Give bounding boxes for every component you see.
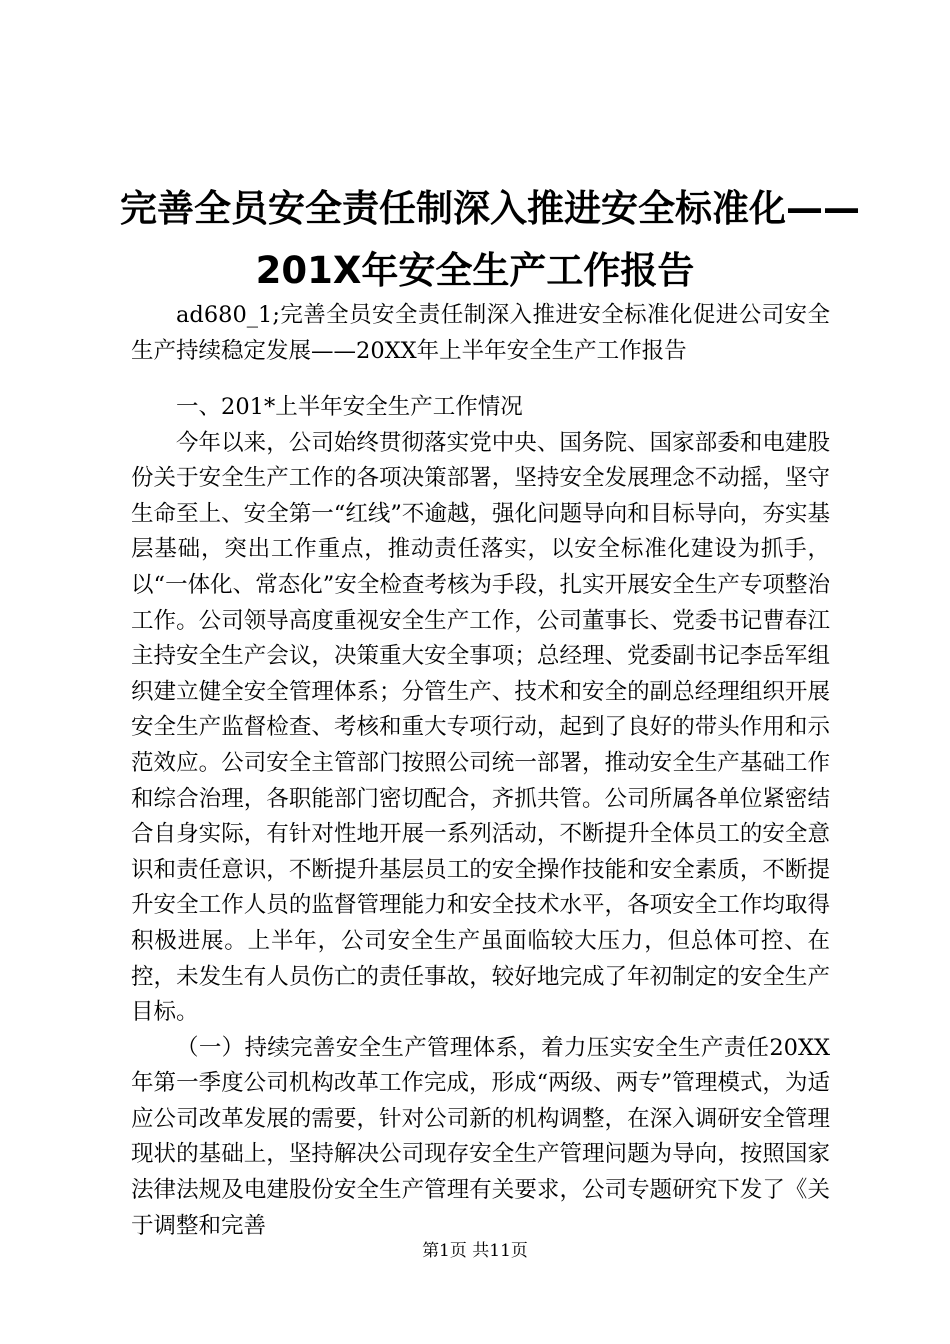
body-paragraph-2: （一）持续完善安全生产管理体系，着力压实安全生产责任20XX年第一季度公司机构改革工作完成，形成“两级、两专”管理模式，为适应公司改革发展的需要，针对公司新的机构调整，在深入调研安全管理现状的基础上，坚持解决公司现存安全生产管理问题为导向，按照国家法律法规及电建股份安全生产管理有关要求，公司专题研究下发了《关于调整和完善 [131, 1034, 830, 1239]
intro-block [131, 298, 830, 369]
section-heading: 一、201*上半年安全生产工作情况 [176, 394, 523, 420]
body-paragraph-1: 今年以来，公司始终贯彻落实党中央、国务院、国家部委和电建股份关于安全生产工作的各项决策部署，坚持安全发展理念不动摇，坚守生命至上、安全第一“红线”不逾越，强化问题导向和目标导向，夯实基层基础，突出工作重点，推动责任落实，以安全标准化建设为抓手，以“一体化、常态化”安全检查考核为手段，扎实开展安全生产专项整治工作。公司领导高度重视安全生产工作，公司董事长、党委书记曹春江主持安全生产会议，决策重大安全事项；总经理、党委副书记李岳军组织建立健全安全管理体系；分管生产、技术和安全的副总经理组织开展安全生产监督检查、考核和重大专项行动，起到了良好的带头作用和示范效应。公司安全主管部门按照公司统一部署，推动安全生产基础工作和综合治理，各职能部门密切配合，齐抓共管。公司所属各单位紧密结合自身实际，有针对性地开展一系列活动，不断提升全体员工的安全意识和责任意识，不断提升基层员工的安全操作技能和安全素质，不断提升安全工作人员的监督管理能力和安全技术水平，各项安全工作均取得积极进展。上半年，公司安全生产虽面临较大压力，但总体可控、在控，未发生有人员伤亡的责任事故，较好地完成了年初制定的安全生产目标。 [131, 429, 830, 1026]
document-title-line-1: 完善全员安全责任制深入推进安全标准化—— [120, 187, 860, 230]
section-block [131, 390, 830, 1244]
page-footer: 第1页 共11页 [422, 1241, 528, 1261]
document-title-line-2: 201X年安全生产工作报告 [255, 249, 695, 292]
intro-paragraph: ad680_1;完善全员安全责任制深入推进安全标准化促进公司安全生产持续稳定发展——20XX年上半年安全生产工作报告 [131, 302, 830, 364]
